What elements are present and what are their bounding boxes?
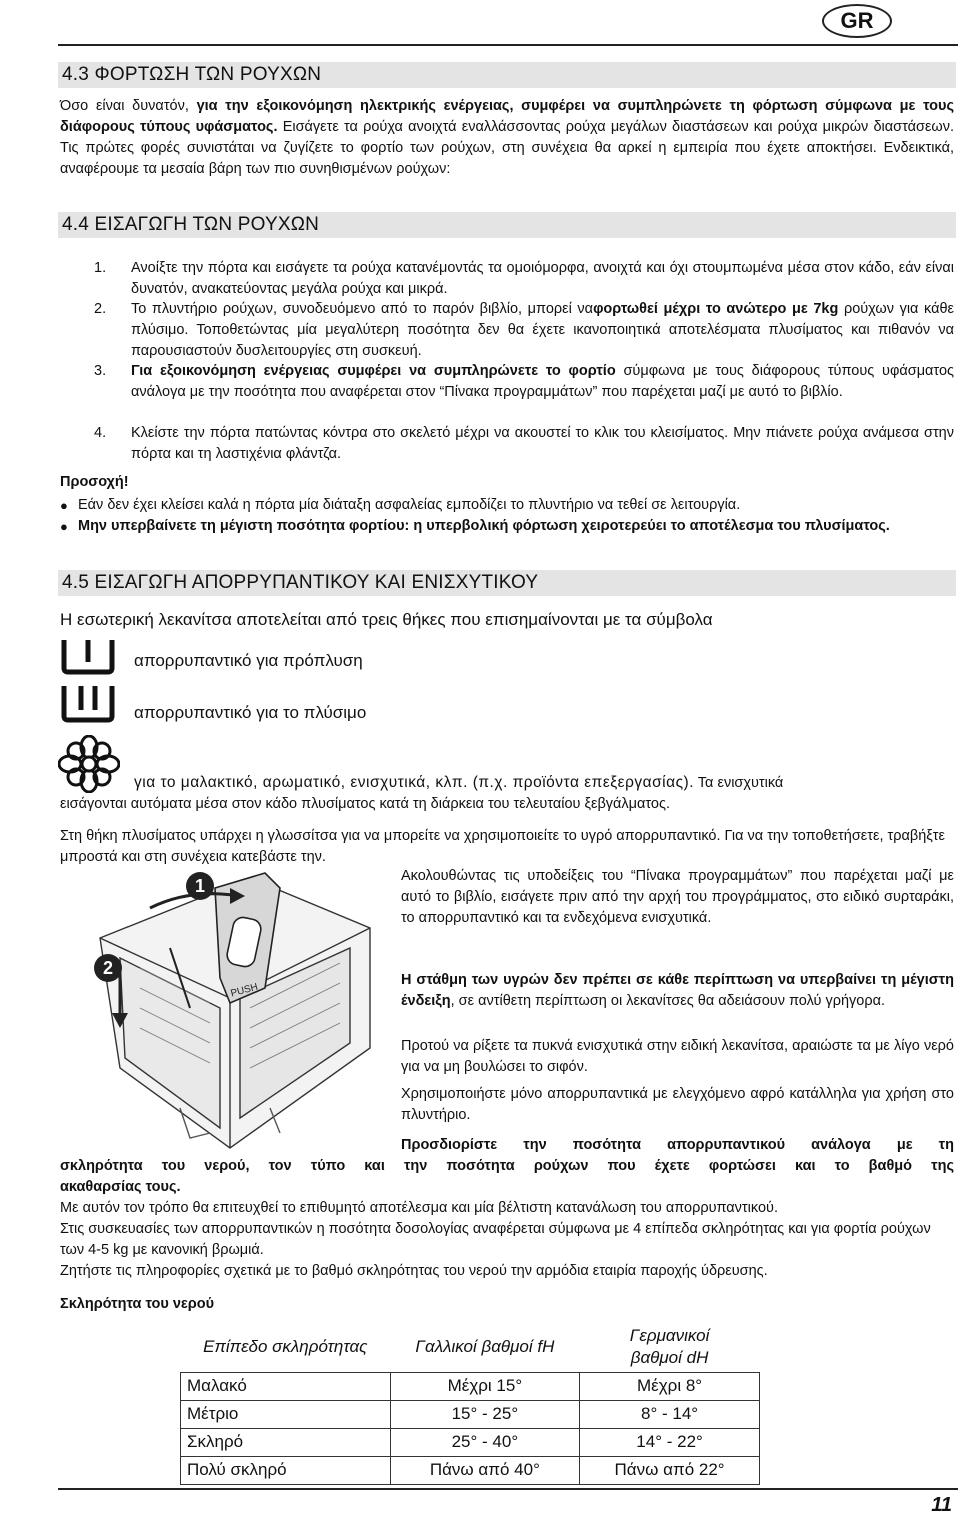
level-warning-a: Η στάθμη των υγρών δεν πρέπει σε κάθε περίπτωση να υπερβαίνει τη μέγιστη ένδειξη	[401, 972, 954, 1009]
cell-french: Πάνω από 40°	[390, 1456, 580, 1484]
header-level: Επίπεδο σκληρότητας	[203, 1336, 368, 1356]
header-french: Γαλλικοί βαθμοί fH	[415, 1336, 555, 1356]
result-paragraph: Με αυτόν τον τρόπο θα επιτευχθεί το επιθυμητό αποτέλεσμα και μία βέλτιστη κατανάλωση του απορρυπαντικού.	[60, 1200, 778, 1216]
softener-label-line	[134, 774, 954, 792]
item-3-a: Για εξοικονόμηση ενέργειας συμφέρει να συμπληρώνετε το φορτίο	[131, 363, 616, 379]
prewash-label: απορρυπαντικό για πρόπλυση	[134, 651, 363, 670]
dose-line-2: σκληρότητα του νερού, τον τύπο και την ποσότητα ρούχων που έχετε φορτώσει και το βαθμό της	[60, 1158, 954, 1174]
caution-bullet-2: Μην υπερβαίνετε τη μέγιστη ποσότητα φορτίου: η υπερβολική φόρτωση χειροτερεύει το αποτέλεσμα του πλυσίματος.	[78, 518, 890, 534]
item-2-number: 2.	[94, 301, 107, 317]
table-row	[181, 1456, 760, 1484]
p1-b: για την εξοικονόμηση ηλεκτρικής ενέργειας, συμφέρει να συμπληρώνετε τη φόρτωση σύμφωνα με τους διάφορους τύπους υφάσματος.	[60, 98, 955, 135]
level-warning-b: , σε αντίθετη περίπτωση οι λεκανίτσες θα αδειάσουν πολύ γρήγορα.	[450, 993, 885, 1009]
bullet-dot-1: ●	[60, 498, 68, 513]
figure-step-1-label: 1	[194, 876, 206, 896]
header-german: Γερμανικοί βαθμοί dH	[629, 1325, 710, 1367]
softener-tail: Τα ενισχυτικά	[694, 775, 784, 791]
cell-level: Σκληρό	[181, 1428, 391, 1456]
item-2-c: ρούχων για κάθε πλύσιμο. Τοποθετώντας μία μεγαλύτερη ποσότητα δεν θα έχετε ικανοποιητικά αποτελέσματα πλυσίματος και πιθανόν να παρουσιαστούν δυσλειτουργίες στη συσκευή.	[131, 301, 955, 359]
footer-rule	[58, 1488, 958, 1490]
item-4-number: 4.	[94, 425, 107, 441]
cell-french: 25° - 40°	[390, 1428, 580, 1456]
header-rule	[58, 44, 958, 46]
p1-c: Εισάγετε τα ρούχα ανοιχτά εναλλάσσοντας ρούχα μεγάλων διαστάσεων και ρούχα μικρών διαστάσεων. Τις πρώτες φορές συνιστάται να ζυγίζετε το φορτίο των ρούχων, στη συνέχεια θα αρκεί η εμπειρία που έχετε αποκτήσει. Ενδεικτικά, αναφέρουμε τα μεσαία βάρη των πιο συνηθισμένων ρούχων:	[60, 119, 955, 177]
table-row	[181, 1428, 760, 1456]
follow-instructions-paragraph: Ακολουθώντας τις υποδείξεις του “Πίνακα προγραμμάτων” που παρέχεται μαζί με αυτό το βιβλίο, εισάγετε πριν από την αρχή του προγράμματος, στο ειδικό συρταράκι, το απορρυπαντικό και τα ενδεχόμενα ενισχυτικά.	[401, 868, 954, 926]
section-4-5-title: 4.5 ΕΙΣΑΓΩΓΗ ΑΠΟΡΡΥΠΑΝΤΙΚΟΥ ΚΑΙ ΕΝΙΣΧΥΤΙΚΟΥ	[58, 570, 956, 596]
item-2-b: φορτωθεί μέχρι το ανώτερο με 7kg	[593, 301, 839, 317]
dose-line-3: ακαθαρσίας τους.	[60, 1179, 181, 1195]
softener-flower-icon	[58, 735, 120, 798]
table-row	[181, 1372, 760, 1400]
p1-a: Όσο είναι δυνατόν,	[60, 98, 197, 114]
figure-step-2-label: 2	[102, 958, 114, 978]
bullet-dot-2: ●	[60, 519, 68, 534]
wash-compartment-icon	[60, 682, 116, 729]
cell-level: Πολύ σκληρό	[181, 1456, 391, 1484]
item-3-number: 3.	[94, 363, 107, 379]
hardness-title: Σκληρότητα του νερού	[60, 1296, 215, 1312]
item-4-text: Κλείστε την πόρτα πατώντας κόντρα στο σκελετό μέχρι να ακουστεί το κλικ του κλεισίματος. Μην πιάνετε ρούχα ανάμεσα στην πόρτα και τη λαστιχένια φλάντζα.	[131, 425, 954, 462]
caution-bullet-1: Εάν δεν έχει κλείσει καλά η πόρτα μία διάταξη ασφαλείας εμποδίζει το πλυντήριο να τεθεί σε λειτουργία.	[78, 497, 741, 513]
item-2-text	[131, 299, 954, 362]
level-warning-paragraph	[401, 970, 954, 1012]
item-1-number: 1.	[94, 260, 107, 276]
cell-level: Μαλακό	[181, 1372, 391, 1400]
cell-level: Μέτριο	[181, 1400, 391, 1428]
item-2-a: Το πλυντήριο ρούχων, συνοδευόμενο από το παρόν βιβλίο, μπορεί να	[131, 301, 594, 317]
cell-french: Μέχρι 15°	[390, 1372, 580, 1400]
prewash-compartment-icon	[60, 636, 116, 681]
hardness-table-header	[181, 1322, 760, 1372]
item-3-b: σύμφωνα με τους διάφορους τύπους υφάσματος ανάλογα με την ποσότητα που αναφέρεται στον “Πίνακα προγραμμάτων” που παρέχεται μαζί με αυτό το βιβλίο.	[131, 363, 955, 400]
cell-german: Μέχρι 8°	[580, 1372, 760, 1400]
item-1-text: Ανοίξτε την πόρτα και εισάγετε τα ρούχα κατανέμοντάς τα ομοιόμορφα, ανοιχτά και όχι στουμπωμένα μέσα στον κάδο, εάν είναι δυνατόν, ανακατεύοντας μεγάλα ρούχα και μικρά.	[131, 260, 954, 297]
table-row	[181, 1400, 760, 1428]
softener-continuation: εισάγονται αυτόματα μέσα στον κάδο πλυσίματος κατά τη διάρκεια του τελευταίου ξεβγάλματος.	[60, 796, 671, 812]
section-4-3-title: 4.3 ΦΟΡΤΩΣΗ ΤΩΝ ΡΟΥΧΩΝ	[58, 62, 956, 88]
cell-german: 14° - 22°	[580, 1428, 760, 1456]
item-3-text	[131, 361, 954, 403]
softener-label: για το μαλακτικό, αρωματικό, ενισχυτικά, κλπ. (π.χ. προϊόντα επεξεργασίας).	[134, 774, 695, 791]
caution-title: Προσοχή!	[60, 474, 129, 490]
cell-german: Πάνω από 22°	[580, 1456, 760, 1484]
figure-push-label: PUSH	[229, 981, 260, 1000]
detergent-drawer-figure	[80, 868, 380, 1163]
dose-line-1: Προσδιορίστε την ποσότητα απορρυπαντικού ανάλογα με τη	[401, 1137, 954, 1153]
low-foam-paragraph: Χρησιμοποιήστε μόνο απορρυπαντικά με ελεγχόμενο αφρό κατάλληλα για χρήση στο πλυντήριο.	[401, 1086, 954, 1123]
ask-paragraph: Ζητήστε τις πληροφορίες σχετικά με το βαθμό σκληρότητας του νερού την αρμόδια εταιρία παροχής ύδρευσης.	[60, 1263, 768, 1279]
section-4-4-title: 4.4 ΕΙΣΑΓΩΓΗ ΤΩΝ ΡΟΥΧΩΝ	[58, 212, 956, 238]
liquid-tongue-paragraph: Στη θήκη πλυσίματος υπάρχει η γλωσσίτσα για να μπορείτε να χρησιμοποιείτε το υγρό απορρυπαντικό. Για να την τοποθετήσετε, τραβήξτε μπροστά και στη συνέχεια κατεβάστε την.	[60, 828, 945, 865]
page-number: 11	[931, 1494, 952, 1516]
language-badge: GR	[822, 4, 892, 38]
cell-french: 15° - 25°	[390, 1400, 580, 1428]
packs-paragraph: Στις συσκευασίες των απορρυπαντικών η ποσότητα δοσολογίας αναφέρεται σύμφωνα με 4 επίπεδα σκληρότητας και για φορτία ρούχων των 4-5 kg με κανονική βρωμιά.	[60, 1221, 931, 1258]
wash-label: απορρυπαντικό για το πλύσιμο	[134, 703, 367, 722]
section-4-5-intro: Η εσωτερική λεκανίτσα αποτελείται από τρεις θήκες που επισημαίνονται με τα σύμβολα	[60, 610, 713, 629]
hardness-table	[180, 1322, 760, 1485]
dilute-paragraph: Προτού να ρίξετε τα πυκνά ενισχυτικά στην ειδική λεκανίτσα, αραιώστε τα με λίγο νερό για να μη βουλώσει το σιφόν.	[401, 1038, 954, 1075]
cell-german: 8° - 14°	[580, 1400, 760, 1428]
section-4-3-paragraph	[60, 96, 954, 180]
